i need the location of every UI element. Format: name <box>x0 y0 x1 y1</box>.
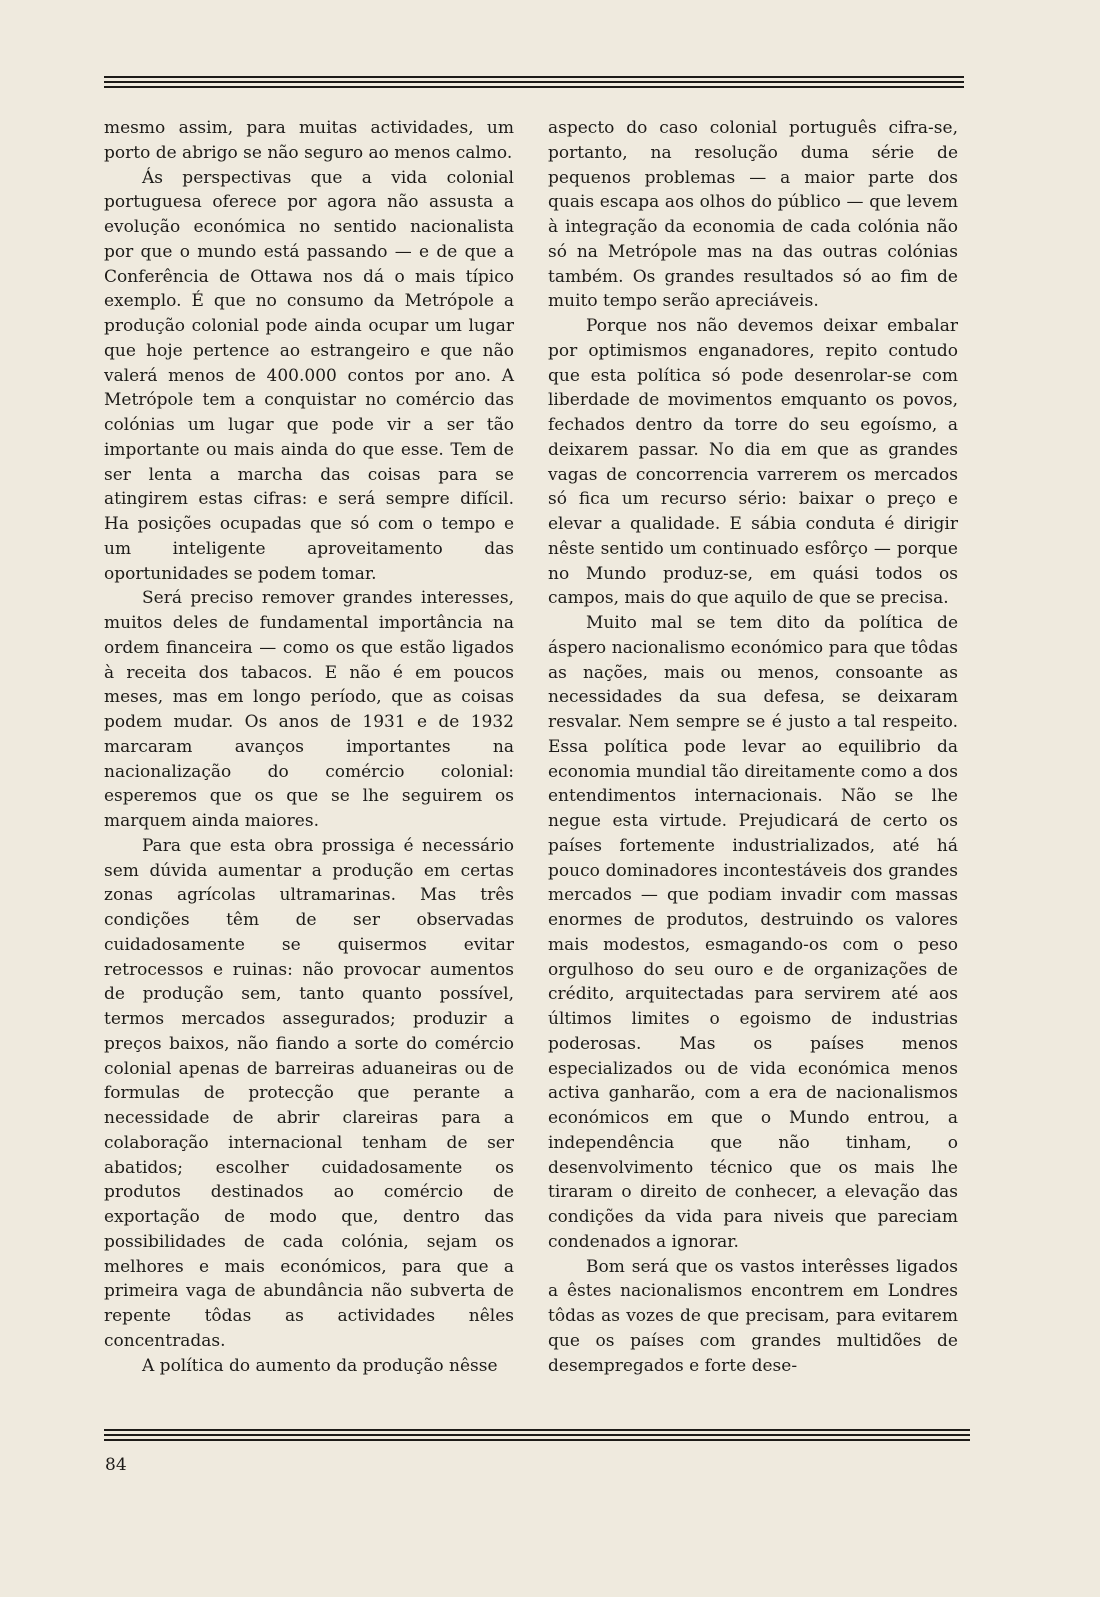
paragraph: Para que esta obra prossiga é necessário sem dúvida aumentar a produção em certas zonas agrícolas ultramarinas. Mas três condições têm de ser observadas cuidadosamente se quisermos evitar retrocessos e ruinas: não provocar aumentos de produção sem, tanto quanto possível, termos mercados assegurados; produzir a preços baixos, não fiando a sorte do comércio colonial apenas de barreiras aduaneiras ou de formulas de protecção que perante a necessidade de abrir clareiras para a colaboração internacional tenham de ser abatidos; escolher cuidadosamente os produtos destinados ao comércio de exportação de modo que, dentro das possibilidades de cada colónia, sejam os melhores e mais económicos, para que a primeira vaga de abundância não subverta de repente tôdas as actividades nêles concentradas. <box>104 835 514 1351</box>
paragraph: Será preciso remover grandes interesses, muitos deles de fundamental importância na ordem financeira — como os que estão ligados à receita dos tabacos. E não é em poucos meses, mas em longo período, que as coisas podem mudar. Os anos de 1931 e de 1932 marcaram avanços importantes na nacionalização do comércio colonial: esperemos que os que se lhe seguirem os marquem ainda maiores. <box>104 588 514 831</box>
paragraph: Bom será que os vastos interêsses ligados a êstes nacionalismos encontrem em Londres tôdas as vozes de que precisam, para evitarem que os países com grandes multidões de desempregados e forte dese- <box>548 1256 958 1376</box>
paragraph: aspecto do caso colonial português cifra-se, portanto, na resolução duma série de pequenos problemas — a maior parte dos quais escapa aos olhos do público — que levem à integração da economia de cada colónia não só na Metrópole mas na das outras colónias também. Os grandes resultados só ao fim de muito tempo serão apreciáveis. <box>548 118 958 312</box>
top-double-rule <box>104 76 964 91</box>
left-text-column <box>104 116 514 1378</box>
paragraph: mesmo assim, para muitas actividades, um porto de abrigo se não seguro ao menos calmo. <box>104 118 514 163</box>
paragraph: Ás perspectivas que a vida colonial portuguesa oferece por agora não assusta a evolução económica no sentido nacionalista por que o mundo está passando — e de que a Conferência de Ottawa nos dá o mais típico exemplo. É que no consumo da Metrópole a produção colonial pode ainda ocupar um lugar que hoje pertence ao estrangeiro e que não valerá menos de 400.000 contos por ano. A Metrópole tem a conquistar no comércio das colónias um lugar que pode vir a ser tão importante ou mais ainda do que esse. Tem de ser lenta a marcha das coisas para se atingirem estas cifras: e será sempre difícil. Ha posições ocupadas que só com o tempo e um inteligente aproveitamento das oportunidades se podem tomar. <box>104 167 514 584</box>
paragraph: A política do aumento da produção nêsse <box>142 1355 498 1376</box>
bottom-double-rule <box>104 1429 970 1444</box>
paragraph: Porque nos não devemos deixar embalar por optimismos enganadores, repito contudo que esta política só pode desenrolar-se com liberdade de movimentos emquanto os povos, fechados dentro da torre do seu egoísmo, a deixarem passar. No dia em que as grandes vagas de concorrencia varrerem os mercados só fica um recurso sério: baixar o preço e elevar a qualidade. E sábia conduta é dirigir nêste sentido um continuado esfôrço — porque no Mundo produz-se, em quási todos os campos, mais do que aquilo de que se precisa. <box>548 316 958 609</box>
paragraph: Muito mal se tem dito da política de áspero nacionalismo económico para que tôdas as nações, mais ou menos, consoante as necessidades da sua defesa, se deixaram resvalar. Nem sempre se é justo a tal respeito. Essa política pode levar ao equilibrio da economia mundial tão direitamente como a dos entendimentos internacionais. Não se lhe negue esta virtude. Prejudicará de certo os países fortemente industrializados, até há pouco dominadores incontestáveis dos grandes mercados — que podiam invadir com massas enormes de produtos, destruindo os valores mais modestos, esmagando-os com o peso orgulhoso do seu ouro e de organizações de crédito, arquitectadas para servirem até aos últimos limites o egoismo de industrias poderosas. Mas os países menos especializados ou de vida económica menos activa ganharão, com a era de nacionalismos económicos em que o Mundo entrou, a independência que não tinham, o desenvolvimento técnico que os mais lhe tiraram o direito de conhecer, a elevação das condições da vida para niveis que pareciam condenados a ignorar. <box>548 613 958 1252</box>
page-number: 84 <box>105 1455 127 1475</box>
right-text-column <box>548 116 958 1378</box>
